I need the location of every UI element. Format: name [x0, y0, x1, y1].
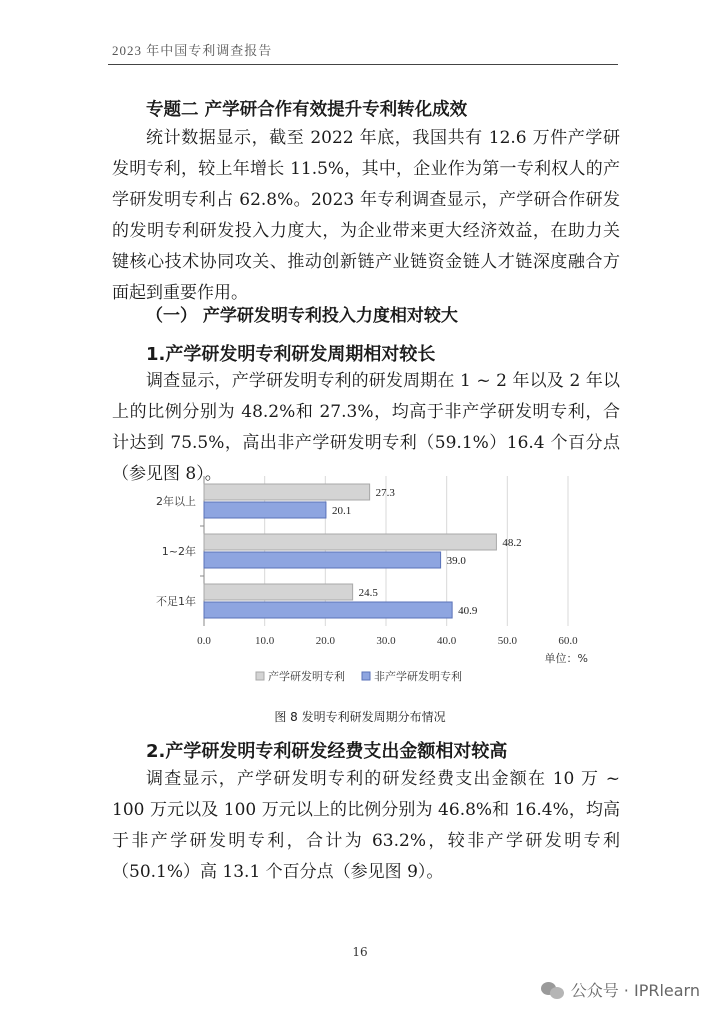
legend-swatch	[362, 672, 370, 680]
bar	[204, 484, 370, 500]
data-label: 39.0	[446, 555, 466, 567]
subsection-heading-1-1: 1.产学研发明专利研发周期相对较长	[146, 344, 436, 365]
bar	[204, 552, 441, 568]
bar	[204, 502, 326, 518]
data-label: 20.1	[331, 505, 352, 517]
category-label: 2年以上	[156, 495, 196, 508]
bar-chart	[130, 470, 610, 695]
legend-swatch	[256, 672, 264, 680]
x-tick-label: 0.0	[197, 635, 211, 647]
data-label: 27.3	[375, 487, 395, 499]
category-label: 不足1年	[156, 595, 196, 608]
paragraph-2: 调查显示，产学研发明专利的研发周期在 1 ~ 2 年以及 2 年以上的比例分别为 48.2%和 27.3%，均高于非产学研发明专利，合计达到 75.5%，高出非产学研发明专利（59.1%）16.4 个百分点（参见图 8）。	[112, 371, 620, 484]
legend-label: 产学研发明专利	[268, 670, 345, 683]
x-tick-label: 20.0	[315, 635, 335, 647]
subsection-heading-1: （一） 产学研发明专利投入力度相对较大	[146, 306, 458, 326]
x-tick-label: 40.0	[437, 635, 457, 647]
section-title: 专题二 产学研合作有效提升专利转化成效	[146, 100, 468, 120]
page-number: 16	[352, 945, 368, 959]
legend-label: 非产学研发明专利	[374, 670, 462, 683]
wechat-icon	[541, 980, 565, 1000]
x-tick-label: 30.0	[376, 635, 396, 647]
data-label: 40.9	[458, 605, 478, 617]
watermark	[541, 978, 700, 1001]
bar	[204, 534, 496, 550]
category-label: 1~2年	[161, 545, 196, 558]
x-tick-label: 50.0	[497, 635, 517, 647]
plot-area	[156, 476, 588, 683]
x-tick-label: 60.0	[558, 635, 578, 647]
watermark-text: 公众号 · IPRlearn	[570, 981, 700, 1000]
running-header: 2023 年中国专利调查报告	[112, 43, 273, 58]
header-rule	[108, 64, 618, 65]
subsection-heading-1-2: 2.产学研发明专利研发经费支出金额相对较高	[146, 741, 508, 762]
bar	[204, 602, 452, 618]
paragraph-1: 统计数据显示，截至 2022 年底，我国共有 12.6 万件产学研发明专利，较上年增长 11.5%，其中，企业作为第一专利权人的产学研发明专利占 62.8%。2023 年专利调查显示，产学研合作研发的发明专利研发投入力度大，为企业带来更大经济效益，在助力关键核心技术协同攻关、推动创新链产业链资金链人才链深度融合方面起到重要作用。	[112, 128, 620, 303]
data-label: 48.2	[502, 537, 522, 549]
bar	[204, 584, 353, 600]
figure-caption: 图 8 发明专利研发周期分布情况	[274, 710, 446, 724]
x-tick-label: 10.0	[255, 635, 275, 647]
paragraph-3: 调查显示，产学研发明专利的研发经费支出金额在 10 万 ~ 100 万元以及 100 万元以上的比例分别为 46.8%和 16.4%，均高于非产学研发明专利，合计为 63.2%，较非产学研发明专利（50.1%）高 13.1 个百分点（参见图 9）。	[112, 769, 620, 882]
data-label: 24.5	[358, 587, 378, 599]
unit-label: 单位：%	[544, 652, 588, 665]
